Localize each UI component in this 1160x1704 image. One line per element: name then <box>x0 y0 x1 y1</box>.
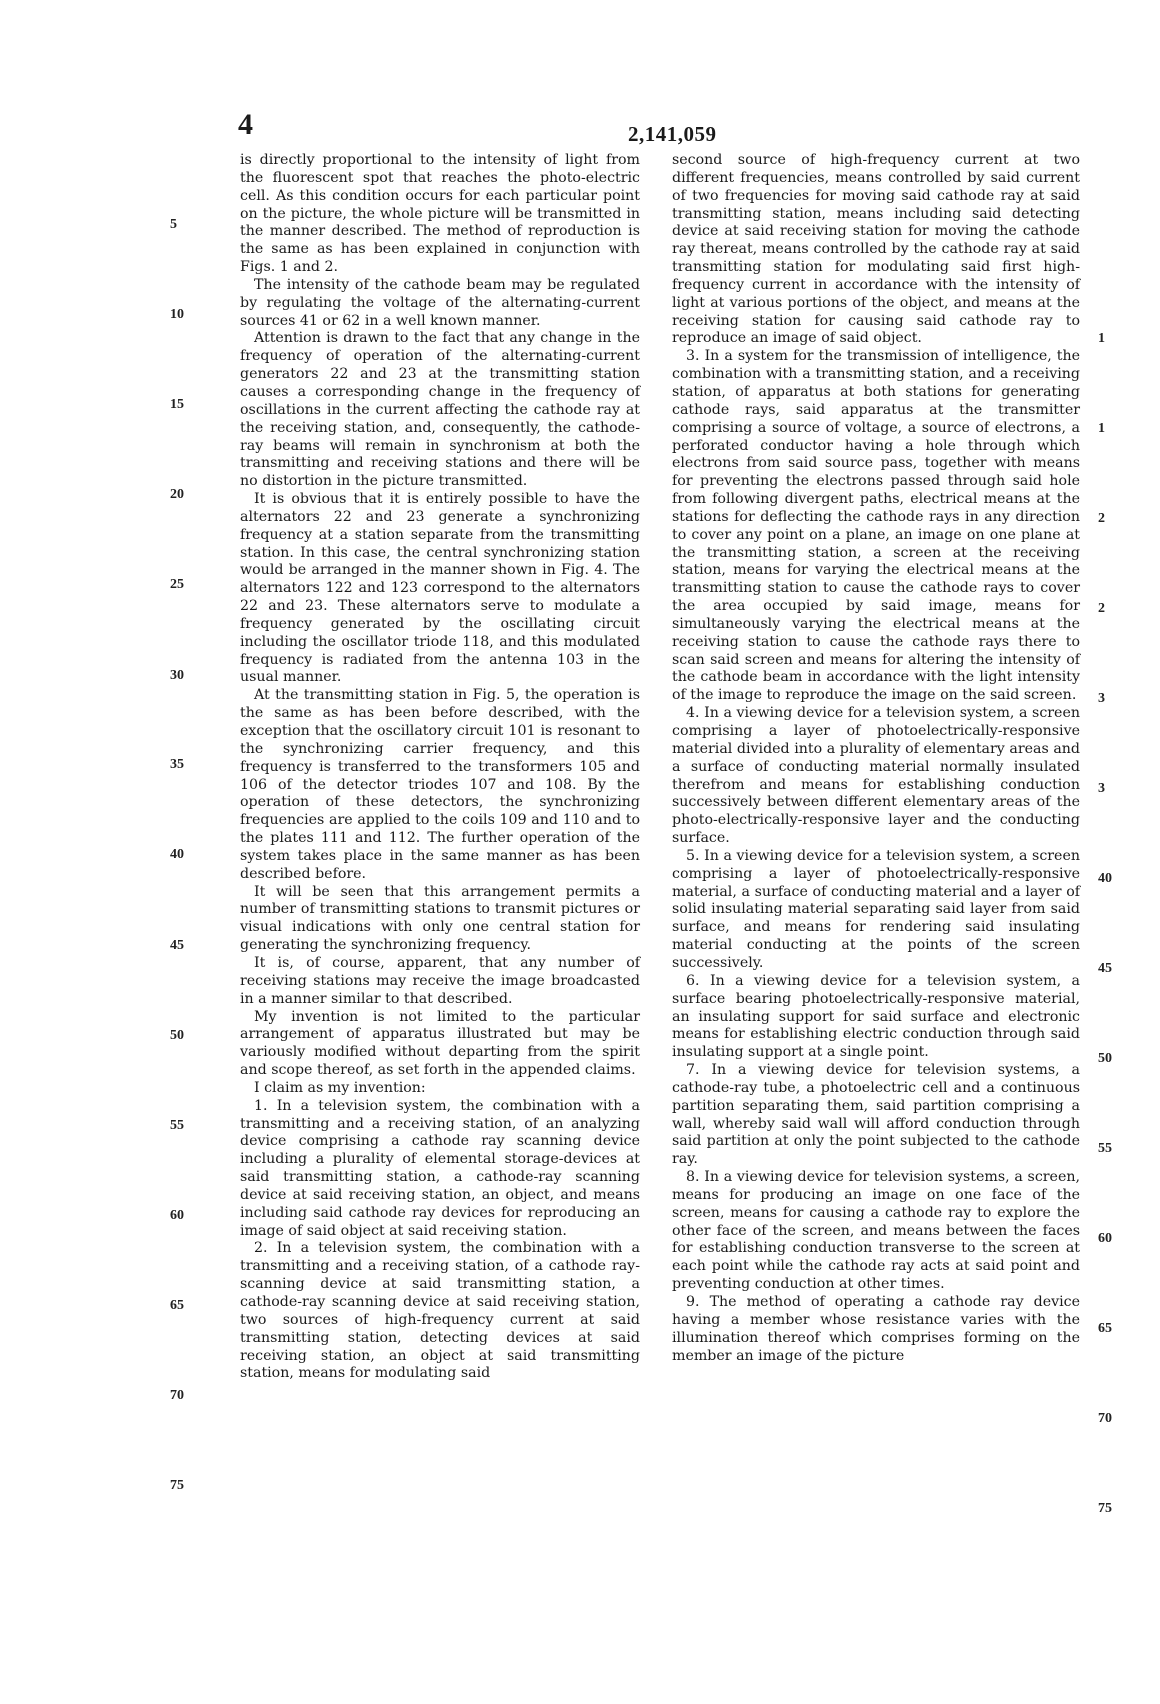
paragraph: Attention is drawn to the fact that any change in the frequency of operation of the alternating-current generators 22 and 23 at the transmitting station causes a corresponding change in the frequency of oscillations in the current affecting the cathode ray at the receiving station, and, consequently, the cathode-ray beams will remain in synchronism at both the transmitting and receiving stations and there will be no distortion in the picture transmitted. <box>240 330 640 490</box>
left-column <box>240 152 640 1383</box>
paragraph: The intensity of the cathode beam may be regulated by regulating the voltage of the alternating-current sources 41 or 62 in a well known manner. <box>240 276 640 329</box>
claim-3: 3. In a system for the transmission of intelligence, the combination with a transmitting station, and a receiving station, of apparatus at both stations for generating cathode rays, said apparatus at the transmitter comprising a source of voltage, a source of electrons, a perforated conductor having a hole through which electrons from said source pass, together with means for preventing the electrons passed through said hole from following divergent paths, electrical means at the stations for deflecting the cathode rays in any direction to cover any point on a plane, an image on one plane at the transmitting station, a screen at the receiving station, means for varying the electrical means at the transmitting station to cause the cathode rays to cover the area occupied by said image, means for simultaneously varying the electrical means at the receiving station to cause the cathode rays there to scan said screen and means for altering the intensity of the cathode beam in accordance with the light intensity of the image to reproduce the image on the said screen. <box>672 348 1080 704</box>
line-number: 10 <box>170 307 184 322</box>
claim-1: 1. In a television system, the combination with a transmitting and a receiving station, of an analyzing device comprising a cathode ray scanning device including a plurality of elemental storage-devices at said transmitting station, a cathode-ray scanning device at said receiving station, an object, and means including said cathode ray devices for reproducing an image of said object at said receiving station. <box>240 1097 640 1239</box>
line-number: 5 <box>170 217 177 232</box>
line-number: 35 <box>170 757 184 772</box>
line-number: 30 <box>170 668 184 683</box>
paragraph: My invention is not limited to the particular arrangement of apparatus illustrated but may be variously modified without departing from the spirit and scope thereof, as set forth in the appended claims. <box>240 1008 640 1079</box>
line-number: 60 <box>170 1208 184 1223</box>
claim-5: 5. In a viewing device for a television system, a screen comprising a layer of photoelectrically-responsive material, a surface of conducting material and a layer of solid insulating material separating said layer from said surface, and means for rendering said insulating material conducting at the points of the screen successively. <box>672 847 1080 971</box>
line-number: 65 <box>1098 1321 1112 1336</box>
line-number: 3 <box>1098 691 1105 706</box>
line-number: 55 <box>1098 1141 1112 1156</box>
line-number: 1 <box>1098 331 1105 346</box>
line-number: 45 <box>1098 961 1112 976</box>
line-number: 3 <box>1098 781 1105 796</box>
patent-number: 2,141,059 <box>628 122 717 146</box>
paragraph: is directly proportional to the intensity of light from the fluorescent spot that reaches the photo-electric cell. As this condition occurs for each particular point on the picture, the whole picture will be transmitted in the manner described. The method of reproduction is the same as has been explained in conjunction with Figs. 1 and 2. <box>240 152 640 276</box>
line-number: 70 <box>170 1388 184 1403</box>
paragraph: It will be seen that this arrangement permits a number of transmitting stations to transmit pictures or visual indications with only one central station for generating the synchronizing frequency. <box>240 883 640 954</box>
line-number: 15 <box>170 397 184 412</box>
page-number: 4 <box>238 108 253 141</box>
line-number: 60 <box>1098 1231 1112 1246</box>
line-number: 2 <box>1098 511 1105 526</box>
claims-intro: I claim as my invention: <box>254 1079 426 1096</box>
line-number: 55 <box>170 1118 184 1133</box>
line-number: 75 <box>1098 1501 1112 1516</box>
paragraph: It is, of course, apparent, that any number of receiving stations may receive the image broadcasted in a manner similar to that described. <box>240 954 640 1007</box>
line-number: 40 <box>1098 871 1112 886</box>
claim-8: 8. In a viewing device for television systems, a screen, means for producing an image on one face of the screen, means for causing a cathode ray to explore the other face of the screen, and means between the faces for establishing conduction transverse to the screen at each point while the cathode ray acts at said point and preventing conduction at other times. <box>672 1169 1080 1293</box>
line-number: 25 <box>170 577 184 592</box>
line-number: 50 <box>1098 1051 1112 1066</box>
line-number: 65 <box>170 1298 184 1313</box>
line-number: 20 <box>170 487 184 502</box>
claim-9: 9. The method of operating a cathode ray device having a member whose resistance varies with the illumination thereof which comprises forming on the member an image of the picture <box>672 1294 1080 1364</box>
claim-6: 6. In a viewing device for a television system, a surface bearing photoelectrically-responsive material, an insulating support for said surface and electronic means for establishing electric conduction through said insulating support at a single point. <box>672 972 1080 1061</box>
claim-4: 4. In a viewing device for a television system, a screen comprising a layer of photoelectrically-responsive material divided into a plurality of elementary areas and a surface of conducting material normally insulated therefrom and means for establishing conduction successively between different elementary areas of the photo-electrically-responsive layer and the conducting surface. <box>672 705 1080 847</box>
line-number: 70 <box>1098 1411 1112 1426</box>
paragraph: At the transmitting station in Fig. 5, the operation is the same as has been before described, with the exception that the oscillatory circuit 101 is resonant to the synchronizing carrier frequency, and this frequency is transferred to the transformers 105 and 106 of the detector triodes 107 and 108. By the operation of these detectors, the synchronizing frequencies are applied to the coils 109 and 110 and to the plates 111 and 112. The further operation of the system takes place in the same manner as has been described before. <box>240 687 640 882</box>
paragraph: second source of high-frequency current at two different frequencies, means controlled by said current of two frequencies for moving said cathode ray at said transmitting station, means including said detecting device at said receiving station for moving the cathode ray thereat, means controlled by the cathode ray at said transmitting station for modulating said first high-frequency current in accordance with the intensity of light at various portions of the object, and means at the receiving station for causing said cathode ray to reproduce an image of said object. <box>672 152 1080 347</box>
right-column <box>672 152 1080 1365</box>
line-number: 50 <box>170 1028 184 1043</box>
line-number: 45 <box>170 938 184 953</box>
line-number: 2 <box>1098 601 1105 616</box>
line-number: 75 <box>170 1478 184 1493</box>
line-number: 40 <box>170 847 184 862</box>
line-number: 1 <box>1098 421 1105 436</box>
claim-7: 7. In a viewing device for television systems, a cathode-ray tube, a photoelectric cell and a continuous partition separating them, said partition comprising a wall, whereby said wall will afford conduction through said partition at only the point subjected to the cathode ray. <box>672 1062 1080 1168</box>
claim-2: 2. In a television system, the combination with a transmitting and a receiving station, of a cathode ray-scanning device at said transmitting station, a cathode-ray scanning device at said receiving station, two sources of high-frequency current at said transmitting station, detecting devices at said receiving station, an object at said transmitting station, means for modulating said <box>240 1240 640 1382</box>
paragraph: It is obvious that it is entirely possible to have the alternators 22 and 23 generate a synchronizing frequency at a station separate from the transmitting station. In this case, the central synchronizing station would be arranged in the manner shown in Fig. 4. The alternators 122 and 123 correspond to the alternators 22 and 23. These alternators serve to modulate a frequency generated by the oscillating circuit including the oscillator triode 118, and this modulated frequency is radiated from the antenna 103 in the usual manner. <box>240 491 640 686</box>
